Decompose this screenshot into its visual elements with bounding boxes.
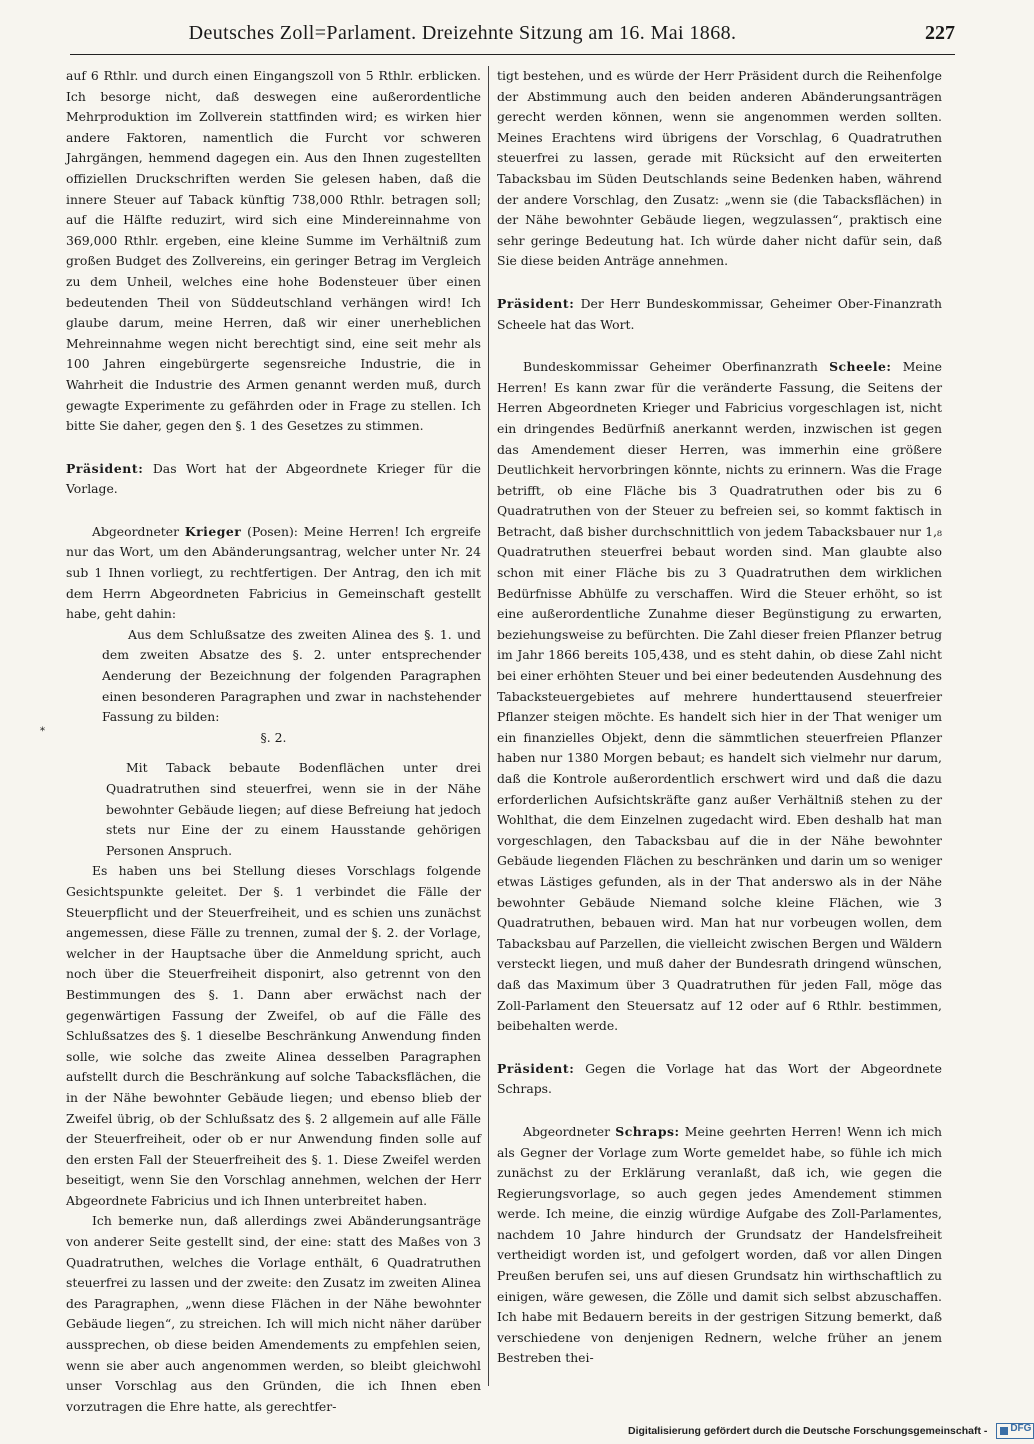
speaker-label: Präsident: (66, 460, 144, 476)
page-number: 227 (925, 22, 955, 44)
speaker-name: Scheele: (829, 359, 892, 375)
header-rule (70, 54, 955, 55)
section-heading: §. 2. (260, 729, 287, 745)
dfg-logo-icon (996, 1423, 1034, 1439)
paragraph-text: Meine Herren! Es kann zwar für die veränderte Fassung, die Seitens der Herren Abgeordneten Krieger und Fabricius vorgeschlagen ist, nicht ein dringendes Bedürfniß anerkannt werden, inzwischen ist gegen das Amendement dieser Herren, was immerhin eine größere Deutlichkeit hervorbringen könnte, nichts zu erinnern. Was die Frage betrifft, ob eine Fläche bis 3 Quadratruthen oder bis zu 6 Quadratruthen von der Steuer zu befreien sei, so kommt faktisch in Betracht, daß bisher durchschnittlich von jedem Tabacksbauer nur 1,₈ Quadratruthen steuerfrei bebaut worden sind. Man glaubte also schon mit einer Fläche bis zu 3 Quadratruthen dem wirklichen Bedürfnisse Abhülfe zu verschaffen. Wird die Steuer erhöht, so ist eine außerordentliche Zunahme dieser Begünstigung zu erwarten, beziehungsweise zu befürchten. Die Zahl dieser freien Pflanzer betrug im Jahr 1866 bereits 105,438, und es steht dahin, ob diese Zahl nicht bei einer erhöhten Steuer und bei einer bedeutenden Ausdehnung des Tabacksteuergebietes auf mehrere hunderttausend steuerfreier Pflanzer steigen möchte. Es handelt sich hier in der That weniger um ein finanzielles Objekt, denn die sämmtlichen steuerfreien Pflanzer haben nur 1380 Morgen bebaut; es handelt sich vielmehr nur darum, daß die Kontrole außerordentlich erschwert wird und daß die dazu erforderlichen Aufsichtskräfte ganz außer Verhältniß stehen zu der Wohlthat, die dem Einzelnen zugedacht wird. Eben deshalb hat man vorgeschlagen, den Tabacksbau auf die in der Nähe bewohnter Gebäude liegenden Flächen zu beschränken und darin um so weniger etwas Lästiges gefunden, als in der That anderswo als in der Nähe bewohnter Gebäude Niemand solche kleine Flächen, wie 3 Quadratruthen, bebauen wird. Man hat nur vorbeugen wollen, dem Tabacksbau auf Parzellen, die vielleicht zwischen Bergen und Wäldern versteckt liegen, und muß daher der Bundesrath dringend wünschen, daß das Maximum über 3 Quadratruthen für jeden Fall, möge das Zoll-Parlament den Steuersatz auf 12 oder auf 6 Rthlr. bestimmen, beibehalten werde. (497, 359, 943, 1034)
column-divider (488, 66, 489, 1386)
paragraph: tigt bestehen, und es würde der Herr Präsident durch die Reihenfolge der Abstimmung auch den beiden anderen Abänderungsanträgen gerecht werden können, wenn sie angenommen werden sollten. Meines Erachtens wird übrigens der Vorschlag, 6 Quadratruthen steuerfrei zu lassen, gerade mit Rücksicht auf den erweiterten Tabacksbau im Süden Deutschlands seine Bedenken haben, während der andere Vorschlag, den Zusatz: „wenn sie (die Tabacksflächen) in der Nähe bewohnter Gebäude liegen, wegzulassen“, praktisch eine sehr geringe Bedeutung hat. Ich würde daher nicht dafür sein, daß Sie diese beiden Anträge annehmen. (497, 68, 942, 269)
speaker-paragraph (497, 1059, 942, 1100)
speaker-paragraph (497, 294, 942, 335)
paragraph-text: Gegen die Vorlage hat das Wort der Abgeordnete Schraps. (497, 1060, 942, 1097)
speaker-prefix: Abgeordneter (523, 1123, 616, 1139)
speaker-paragraph (66, 459, 481, 500)
speaker-prefix: Abgeordneter (92, 523, 185, 539)
paragraph: Ich bemerke nun, daß allerdings zwei Abänderungsanträge von anderer Seite gestellt sind, der eine: statt des Maßes von 3 Quadratruthen, welches die Vorlage enthält, 6 Quadratruthen steuerfrei zu lassen und der zweite: den Zusatz im zweiten Alinea des Paragraphen, „wenn diese Flächen in der Nähe bewohnter Gebäude liegen“, zu streichen. Ich will mich nicht näher darüber aussprechen, ob diese beiden Amendements zu empfehlen seien, wenn sie aber auch angenommen werden, so bleibt gleichwohl unser Vorschlag aus den Gründen, die ich Ihnen eben vorzutragen die Ehre hatte, als gerechtfer- (66, 1213, 481, 1414)
paragraph-text: Das Wort hat der Abgeordnete Krieger für die Vorlage. (66, 460, 481, 497)
left-column (66, 66, 481, 1417)
page-header (70, 22, 955, 52)
speaker-label: Präsident: (497, 1060, 575, 1076)
quoted-motion: Aus dem Schlußsatze des zweiten Alinea des §. 1. und dem zweiten Absatze des §. 2. unter entsprechender Aenderung der Bezeichnung der folgenden Paragraphen einen besonderen Paragraphen und zwar in nachstehender Fassung zu bilden: (102, 626, 481, 725)
speaker-label: Präsident: (497, 295, 575, 311)
speaker-name: Schraps: (615, 1123, 680, 1139)
logo-square (1000, 1427, 1008, 1435)
speaker-paragraph (497, 1122, 942, 1369)
speaker-name: Krieger (184, 523, 242, 539)
paragraph: auf 6 Rthlr. und durch einen Eingangszoll von 5 Rthlr. erblicken. Ich besorge nicht, daß deswegen eine außerordentliche Mehrproduktion im Zollverein stattfinden wird; es wirken hier andere Faktoren, namentlich die Furcht vor schweren Jahrgängen, hemmend dagegen ein. Aus den Ihnen zugestellten offiziellen Druckschriften werden Sie gelesen haben, daß die innere Steuer auf Taback künftig 738,000 Rthlr. betragen soll; auf die Hälfte reduzirt, wird sich eine Mindereinnahme von 369,000 Rthlr. ergeben, eine kleine Summe im Verhältniß zum großen Budget des Zollvereins, ein geringer Betrag im Vergleich zu dem Unheil, welches eine hohe Bodensteuer über einen bedeutenden Theil von Süddeutschland verhängen wird! Ich glaube darum, meine Herren, daß wir einer unerheblichen Mehreinnahme wegen nicht berechtigt sind, eine seit mehr als 100 Jahren eingebürgerte segensreiche Industrie, die in Wahrheit die Industrie des Armen genannt werden muß, durch gewagte Experimente zu gefährden oder in Frage zu stellen. Ich bitte Sie daher, gegen den §. 1 des Gesetzes zu stimmen. (66, 68, 481, 434)
right-column (497, 66, 942, 1369)
quoted-paragraph: Mit Taback bebaute Bodenflächen unter drei Quadratruthen sind steuerfrei, wenn sie in der Nähe bewohnter Gebäude liegen; auf diese Befreiung hat jedoch stets nur Eine der zu einem Hausstande gehörigen Personen Anspruch. (106, 760, 481, 858)
logo-text: DFG (1010, 1423, 1032, 1434)
credit-text: Digitalisierung gefördert durch die Deutsche Forschungsgemeinschaft - (628, 1424, 988, 1437)
digitization-credit (628, 1423, 1034, 1439)
paragraph-text: Der Herr Bundeskommissar, Geheimer Ober-Finanzrath Scheele hat das Wort. (497, 295, 942, 332)
running-title: Deutsches Zoll=Parlament. Dreizehnte Sitzung am 16. Mai 1868. (188, 22, 737, 44)
paragraph-text: (Posen): Meine Herren! Ich ergreife nur das Wort, um den Abänderungsantrag, welcher unter Nr. 24 sub 1 Ihnen vorliegt, zu rechtfertigen. Der Antrag, den ich mit dem Herrn Abgeordneten Fabricius in Gemeinschaft gestellt habe, geht dahin: (66, 523, 481, 622)
margin-mark: * (40, 726, 45, 737)
paragraph: Es haben uns bei Stellung dieses Vorschlags folgende Gesichtspunkte geleitet. Der §. 1 verbindet die Fälle der Steuerpflicht und der Steuerfreiheit, und es schien uns zunächst angemessen, diese Fälle zu trennen, zumal der §. 2. der Vorlage, welcher in der Hauptsache über die Anmeldung spricht, auch noch über die Steuerfreiheit disponirt, also getrennt von den Bestimmungen des §. 1. Dann aber erwächst nach der gegenwärtigen Fassung der Zweifel, ob auf die Fälle des Schlußsatzes des §. 1 dieselbe Beschränkung Anwendung finden solle, wie solche das zweite Alinea desselben Paragraphen aufstellt durch die Beschränkung auf solche Tabacksflächen, die in der Nähe bewohnter Gebäude liegen; und ebenso blieb der Zweifel übrig, ob der Schlußsatz des §. 2 allgemein auf alle Fälle der Steuerfreiheit, oder ob er nur Anwendung finden solle auf den ersten Fall der Steuerfreiheit des §. 1. Diese Zweifel werden beseitigt, wenn Sie den Vorschlag annehmen, welchen der Herr Abgeordnete Fabricius und ich Ihnen unterbreitet haben. (66, 863, 481, 1208)
paragraph-text: Meine geehrten Herren! Wenn ich mich als Gegner der Vorlage zum Worte gemeldet habe, so fühle ich mich zunächst zu der Erklärung veranlaßt, daß ich, wie gegen die Regierungsvorlage, so auch gegen jedes Amendement stimmen werde. Ich meine, die einzig würdige Aufgabe des Zoll-Parlamentes, nachdem 10 Jahre hindurch der Grundsatz der Handelsfreiheit vertheidigt worden ist, und gefolgert worden, daß vor allen Dingen Preußen berufen sei, uns auf diesen Grundsatz hin wirthschaftlich zu einigen, wäre gewesen, die Zölle und damit sich selbst abzuschaffen. Ich habe mit Bedauern bereits in der gestrigen Sitzung bemerkt, daß verschiedene von denjenigen Rednern, welche früher an jenem Bestreben thei- (497, 1123, 942, 1366)
speaker-paragraph (66, 522, 481, 625)
speaker-prefix: Bundeskommissar Geheimer Oberfinanzrath (523, 359, 830, 375)
speaker-paragraph (497, 357, 942, 1037)
